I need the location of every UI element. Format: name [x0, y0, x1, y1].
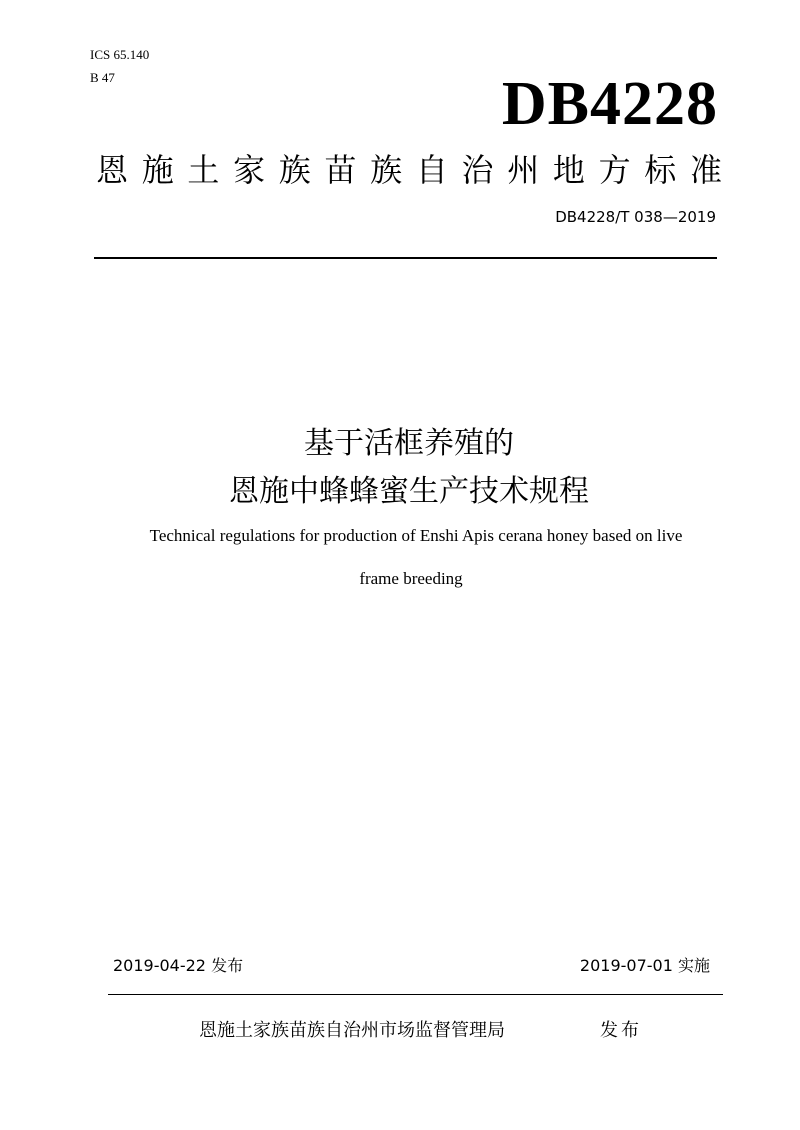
implement-date: 2019-07-01 实施 — [579, 956, 710, 975]
title-cn-line2: 恩施中蜂蜂蜜生产技术规程 — [229, 474, 589, 509]
standard-type-char: 治 — [461, 151, 494, 189]
standard-type-char: 地 — [552, 151, 585, 189]
ccs-code: B 47 — [90, 70, 115, 85]
standard-type-char: 准 — [689, 151, 722, 189]
standard-type-char: 家 — [233, 151, 266, 189]
standard-type-char: 标 — [644, 151, 677, 189]
publish-date: 2019-04-22 发布 — [113, 956, 244, 975]
standard-type-char: 苗 — [324, 151, 357, 189]
standard-type-char: 施 — [141, 151, 174, 189]
issuing-authority: 恩施土家族苗族自治州市场监督管理局 — [199, 1020, 505, 1041]
standard-type-char: 恩 — [96, 151, 129, 189]
standard-type-title — [96, 150, 722, 190]
standard-type-char: 土 — [187, 151, 220, 189]
header-divider — [94, 257, 717, 259]
title-cn-line1: 基于活框养殖的 — [304, 426, 514, 461]
title-en-line1: Technical regulations for production of Enshi Apis cerana honey based on live — [149, 526, 683, 545]
standard-code: DB4228 — [501, 70, 718, 138]
issue-label: 发布 — [600, 1020, 642, 1041]
footer-divider — [108, 994, 723, 995]
standard-type-char: 方 — [598, 151, 631, 189]
standard-type-char: 族 — [370, 151, 403, 189]
standard-number: DB4228/T 038—2019 — [555, 208, 716, 226]
ics-code: ICS 65.140 — [90, 47, 150, 62]
standard-type-char: 州 — [507, 151, 540, 189]
standard-type-char: 族 — [278, 151, 311, 189]
title-en-line2: frame breeding — [359, 569, 463, 588]
standard-type-char: 自 — [415, 151, 448, 189]
